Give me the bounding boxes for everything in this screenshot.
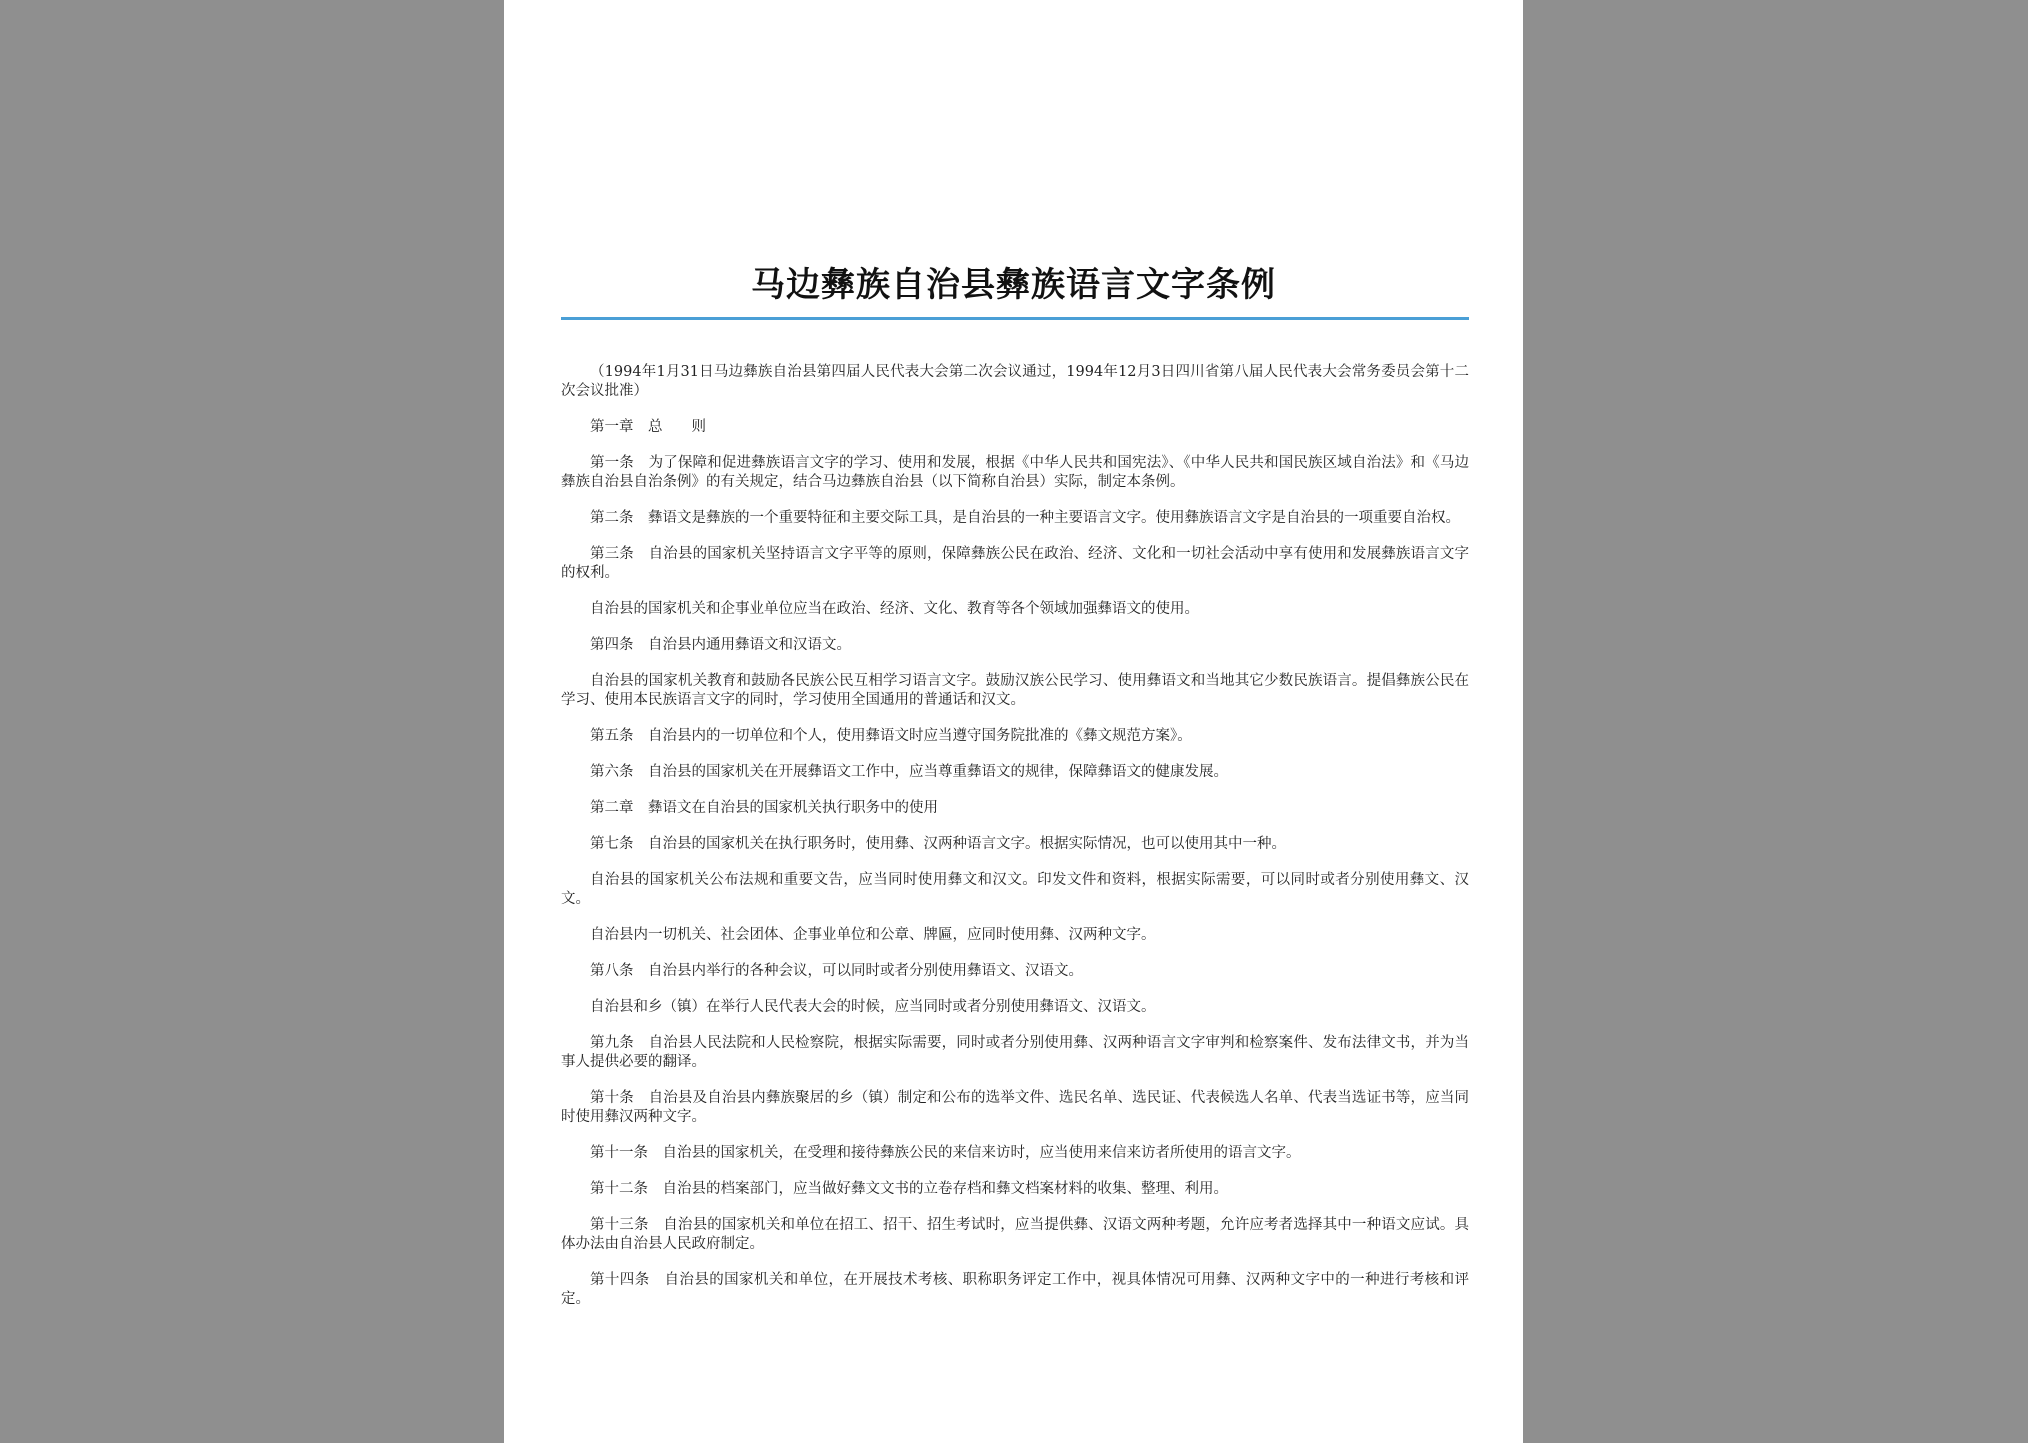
chapter-heading: 第一章 总 则	[590, 419, 706, 435]
article-paragraph: 第九条 自治县人民法院和人民检察院，根据实际需要，同时或者分别使用彝、汉两种语言文字审判和检察案件、发布法律文书，并为当事人提供必要的翻译。	[561, 1035, 1469, 1070]
article-paragraph: 第一条 为了保障和促进彝族语言文字的学习、使用和发展，根据《中华人民共和国宪法》、《中华人民共和国民族区域自治法》和《马边彝族自治县自治条例》的有关规定，结合马边彝族自治县（以下简称自治县）实际，制定本条例。	[561, 455, 1469, 490]
article-paragraph: 第十四条 自治县的国家机关和单位，在开展技术考核、职称职务评定工作中，视具体情况可用彝、汉两种文字中的一种进行考核和评定。	[561, 1272, 1469, 1307]
article-paragraph: 自治县和乡（镇）在举行人民代表大会的时候，应当同时或者分别使用彝语文、汉语文。	[590, 999, 1156, 1015]
document-body	[561, 363, 1469, 1326]
title-underline-rule	[561, 317, 1469, 320]
approval-note: （1994年1月31日马边彝族自治县第四届人民代表大会第二次会议通过，1994年12月3日四川省第八届人民代表大会常务委员会第十二次会议批准）	[561, 364, 1469, 399]
article-paragraph: 第六条 自治县的国家机关在开展彝语文工作中，应当尊重彝语文的规律，保障彝语文的健康发展。	[590, 764, 1228, 780]
article-paragraph: 第八条 自治县内举行的各种会议，可以同时或者分别使用彝语文、汉语文。	[590, 963, 1083, 979]
article-paragraph: 第五条 自治县内的一切单位和个人，使用彝语文时应当遵守国务院批准的《彝文规范方案》。	[590, 728, 1192, 744]
article-paragraph: 第十一条 自治县的国家机关，在受理和接待彝族公民的来信来访时，应当使用来信来访者所使用的语言文字。	[590, 1145, 1301, 1161]
article-paragraph: 第十三条 自治县的国家机关和单位在招工、招干、招生考试时，应当提供彝、汉语文两种考题，允许应考者选择其中一种语文应试。具体办法由自治县人民政府制定。	[561, 1217, 1469, 1252]
document-page	[504, 0, 1523, 1443]
article-paragraph: 第七条 自治县的国家机关在执行职务时，使用彝、汉两种语言文字。根据实际情况，也可以使用其中一种。	[590, 836, 1286, 852]
article-paragraph: 自治县的国家机关教育和鼓励各民族公民互相学习语言文字。鼓励汉族公民学习、使用彝语文和当地其它少数民族语言。提倡彝族公民在学习、使用本民族语言文字的同时，学习使用全国通用的普通话和汉文。	[561, 673, 1469, 708]
article-paragraph: 自治县的国家机关公布法规和重要文告，应当同时使用彝文和汉文。印发文件和资料，根据实际需要，可以同时或者分别使用彝文、汉文。	[561, 872, 1469, 907]
article-paragraph: 第十二条 自治县的档案部门，应当做好彝文文书的立卷存档和彝文档案材料的收集、整理、利用。	[590, 1181, 1228, 1197]
article-paragraph: 第二条 彝语文是彝族的一个重要特征和主要交际工具，是自治县的一种主要语言文字。使用彝族语言文字是自治县的一项重要自治权。	[590, 510, 1460, 526]
document-title: 马边彝族自治县彝族语言文字条例	[751, 265, 1276, 305]
chapter-heading: 第二章 彝语文在自治县的国家机关执行职务中的使用	[590, 800, 938, 816]
article-paragraph: 第四条 自治县内通用彝语文和汉语文。	[590, 637, 851, 653]
article-paragraph: 第三条 自治县的国家机关坚持语言文字平等的原则，保障彝族公民在政治、经济、文化和一切社会活动中享有使用和发展彝族语言文字的权利。	[561, 546, 1469, 581]
article-paragraph: 自治县的国家机关和企事业单位应当在政治、经济、文化、教育等各个领域加强彝语文的使用。	[590, 601, 1199, 617]
article-paragraph: 第十条 自治县及自治县内彝族聚居的乡（镇）制定和公布的选举文件、选民名单、选民证、代表候选人名单、代表当选证书等，应当同时使用彝汉两种文字。	[561, 1090, 1469, 1125]
article-paragraph: 自治县内一切机关、社会团体、企事业单位和公章、牌匾，应同时使用彝、汉两种文字。	[590, 927, 1156, 943]
